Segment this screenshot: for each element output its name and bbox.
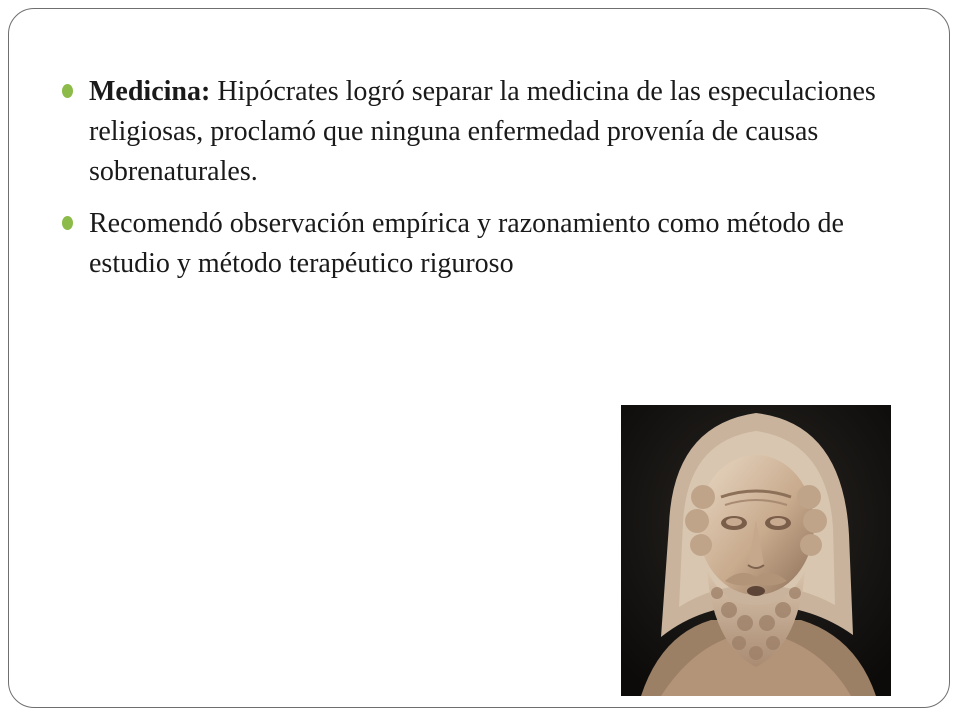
bullet-text: Hipócrates logró separar la medicina de las especulaciones religiosas, proclamó que ninguna enfermedad provenía de causas sobrenaturales.: [89, 76, 876, 187]
bullet-dot-icon: [62, 216, 73, 230]
bullet-list: [62, 72, 912, 296]
bust-illustration: [621, 405, 891, 696]
bullet-text: Recomendó observación empírica y razonamiento como método de estudio y método terapéutico riguroso: [89, 208, 844, 279]
bullet-label: Medicina:: [89, 76, 211, 107]
bust-image: [621, 405, 891, 696]
bullet-item-medicina: [62, 72, 912, 192]
bullet-item-metodo: [62, 204, 912, 284]
bullet-dot-icon: [62, 84, 73, 98]
